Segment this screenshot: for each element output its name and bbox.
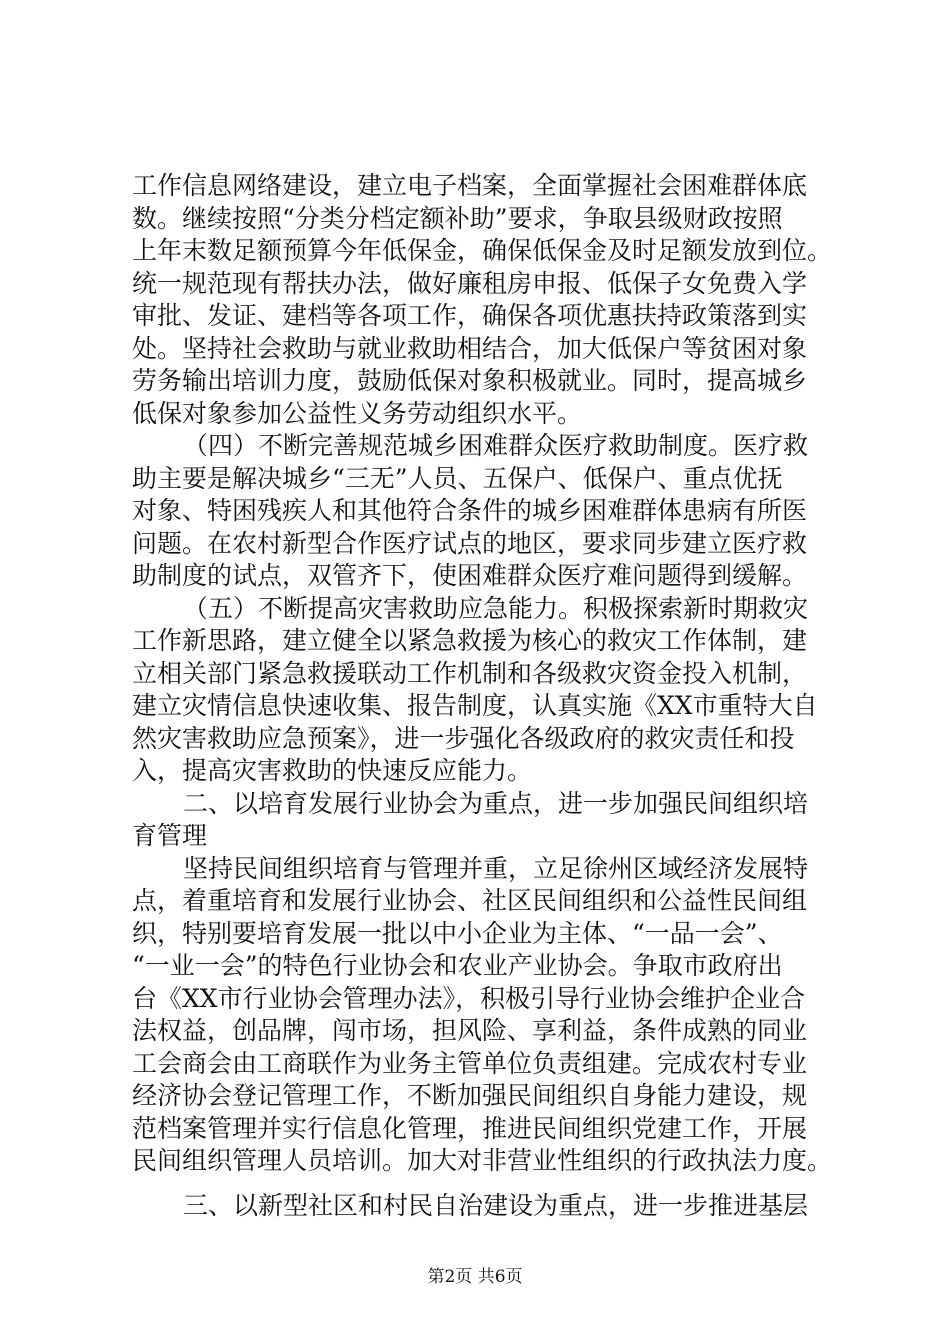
text-line: 然灾害救助应急预案》，进一步强化各级政府的救灾责任和投 <box>132 723 795 753</box>
paragraph-heading-5: （五）不断提高灾害救助应急能力。积极探索新时期救灾 <box>183 593 809 623</box>
text-line: 织，特别要培育发展一批以中小企业为主体、“一品一会”、 <box>132 918 783 948</box>
page-number: 第2页 共6页 <box>427 1267 523 1287</box>
section-heading-2: 二、以培育发展行业协会为重点，进一步加强民间组织培 <box>183 788 809 818</box>
text-line: 助制度的试点，双管齐下，使困难群众医疗难问题得到缓解。 <box>132 561 808 590</box>
section-heading-2-continued: 育管理 <box>132 821 208 850</box>
text-line: 助主要是解决城乡“三无”人员、五保户、低保户、重点优抚 <box>132 463 783 493</box>
text-line: 建立灾情信息快速收集、报告制度，认真实施《XX市重特大自 <box>132 691 818 720</box>
text-line: 工作信息网络建设，建立电子档案，全面掌握社会困难群体底 <box>132 171 808 200</box>
text-line: 民间组织管理人员培训。加大对非营业性组织的行政执法力度。 <box>132 1146 833 1175</box>
text-line: 问题。在农村新型合作医疗试点的地区，要求同步建立医疗救 <box>132 528 808 558</box>
text-line: 法权益，创品牌，闯市场，担风险、享利益，条件成熟的同业 <box>132 1016 808 1045</box>
section-heading-3: 三、以新型社区和村民自治建设为重点，进一步推进基层 <box>183 1190 809 1220</box>
text-line: 经济协会登记管理工作，不断加强民间组织自身能力建设，规 <box>132 1081 808 1110</box>
paragraph-heading-4: （四）不断完善规范城乡困难群众医疗救助制度。医疗救 <box>183 431 809 460</box>
text-line: 对象、特困残疾人和其他符合条件的城乡困难群体患病有所医 <box>132 496 808 525</box>
text-line: 劳务输出培训力度，鼓励低保对象积极就业。同时，提高城乡 <box>132 366 808 395</box>
text-line: 坚持民间组织培育与管理并重，立足徐州区域经济发展特 <box>183 853 809 883</box>
text-line: 统一规范现有帮扶办法，做好廉租房申报、低保子女免费入学 <box>132 268 808 298</box>
text-line: 数。继续按照“分类分档定额补助”要求，争取县级财政按照 <box>132 203 783 233</box>
text-line: 工会商会由工商联作为业务主管单位负责组建。完成农村专业 <box>132 1048 808 1078</box>
text-line: 立相关部门紧急救援联动工作机制和各级救灾资金投入机制， <box>132 658 808 688</box>
text-line: 点，着重培育和发展行业协会、社区民间组织和公益性民间组 <box>132 886 808 915</box>
text-line: 台《XX市行业协会管理办法》，积极引导行业协会维护企业合 <box>132 983 806 1013</box>
text-line: 上年末数足额预算今年低保金，确保低保金及时足额发放到位。 <box>132 236 833 265</box>
text-line: 入，提高灾害救助的快速反应能力。 <box>132 756 533 785</box>
text-line: 处。坚持社会救助与就业救助相结合，加大低保户等贫困对象 <box>132 333 808 363</box>
document-body <box>132 170 832 1222</box>
text-line: “一业一会”的特色行业协会和农业产业协会。争取市政府出 <box>132 951 783 980</box>
text-line: 工作新思路，建立健全以紧急救援为核心的救灾工作体制，建 <box>132 626 808 655</box>
text-line: 范档案管理并实行信息化管理，推进民间组织党建工作，开展 <box>132 1113 808 1143</box>
text-line: 低保对象参加公益性义务劳动组织水平。 <box>132 398 583 428</box>
text-line: 审批、发证、建档等各项工作，确保各项优惠扶持政策落到实 <box>132 301 808 330</box>
